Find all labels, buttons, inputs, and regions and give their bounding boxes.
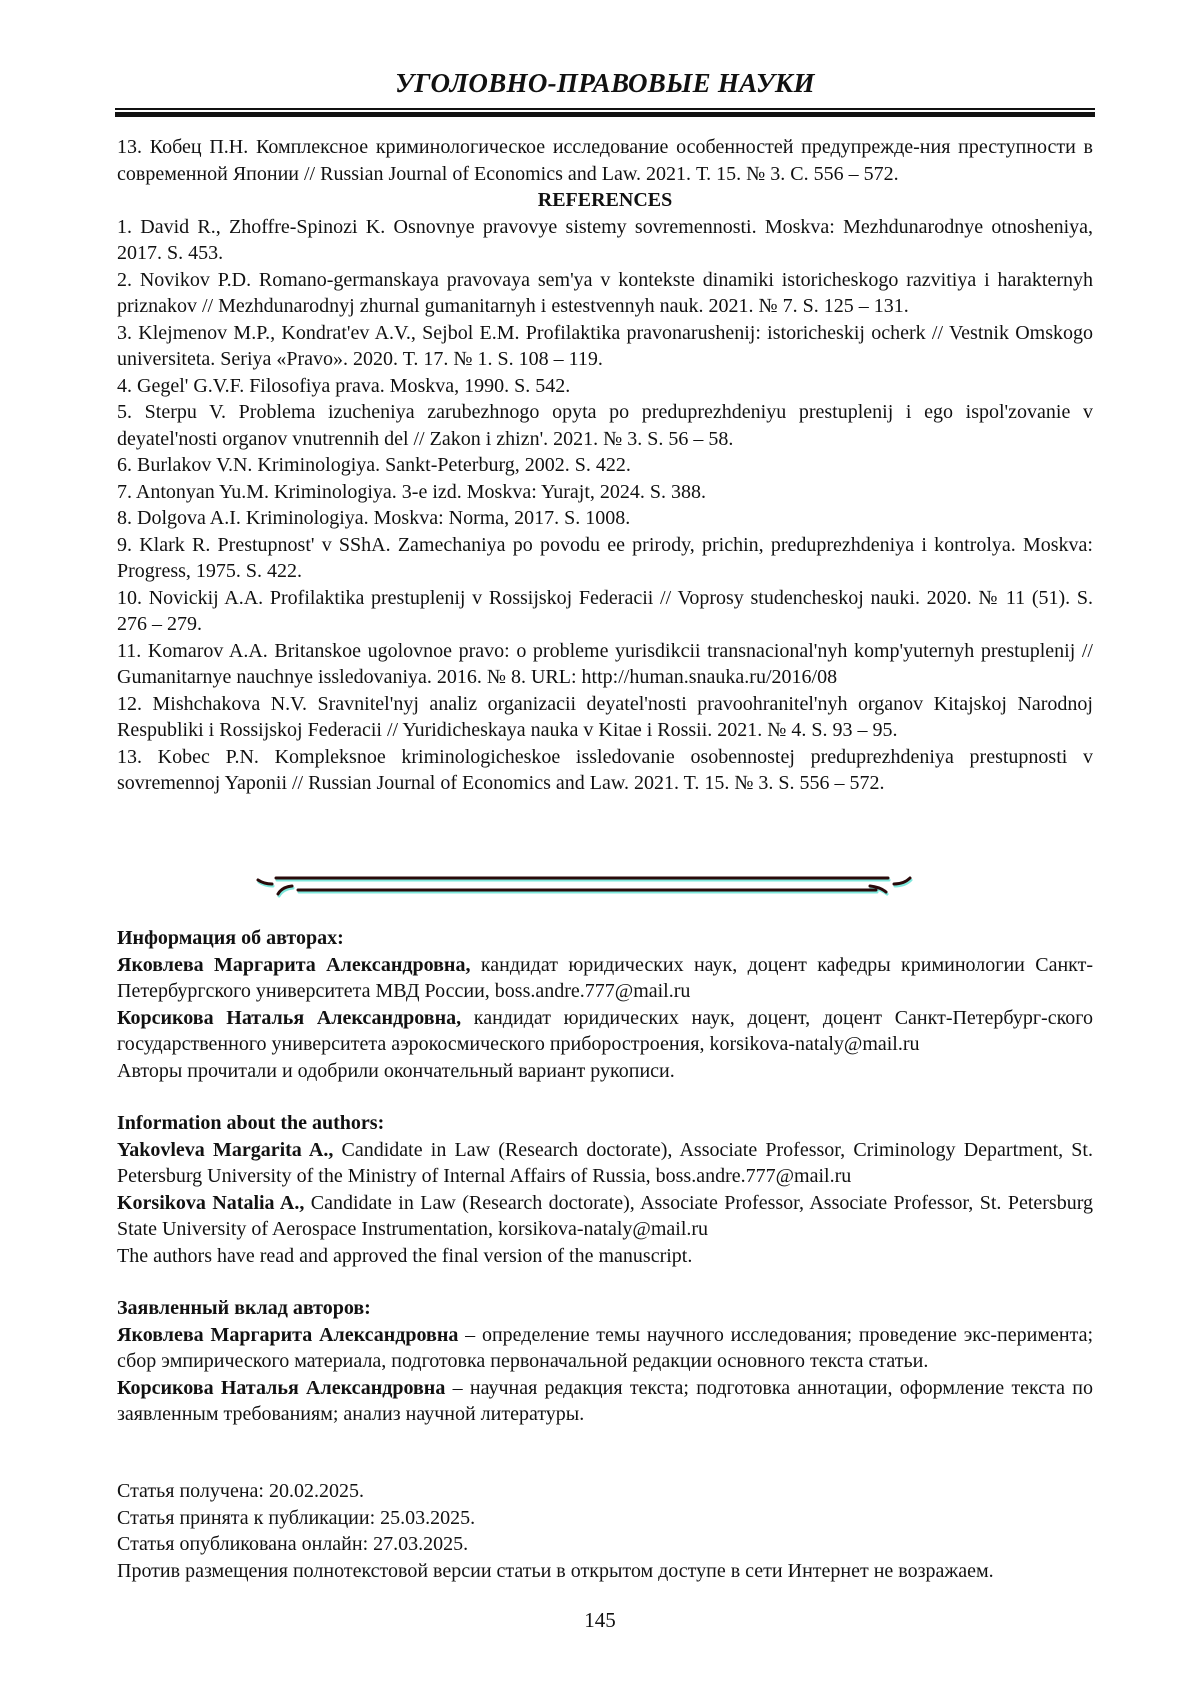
approval-ru: Авторы прочитали и одобрили окончательный вариант рукописи. [117, 1058, 1093, 1085]
date-published: Статья опубликована онлайн: 27.03.2025. [117, 1531, 1093, 1558]
reference-item: 4. Gegel' G.V.F. Filosofiya prava. Moskva, 1990. S. 542. [117, 373, 1093, 400]
author-name: Yakovleva Margarita A., [117, 1139, 333, 1161]
reference-item: 13. Kobec P.N. Kompleksnoe kriminologicheskoe issledovanie osobennostej preduprezhdeniya prestupnosti v sovremennoj Yaponii // Russian Journal of Economics and Law. 2021. T. 15. № 3. S. 556 – 572. [117, 744, 1093, 797]
contribution-heading: Заявленный вклад авторов: [117, 1295, 1093, 1322]
author-details: Candidate in Law (Research doctorate), Associate Professor, Criminology Department, St. Petersburg University of the Ministry of Internal Affairs of Russia, boss.andre.777@mail.ru [117, 1139, 1093, 1188]
reference-item: 1. David R., Zhoffre-Spinozi K. Osnovnye pravovye sistemy sovremennosti. Moskva: Mezhdunarodnye otnosheniya, 2017. S. 453. [117, 214, 1093, 267]
author-2-en [117, 1190, 1093, 1243]
contribution-details: – научная редакция текста; подготовка аннотации, оформление текста по заявленным требованиям; анализ научной литературы. [117, 1377, 1093, 1426]
reference-item: 11. Komarov A.A. Britanskoe ugolovnoe pravo: o probleme yurisdikcii transnacional'nyh komp'yuternyh prestuplenij // Gumanitarnye nauchnye issledovaniya. 2016. № 8. URL: http://human.snauka.ru/2016/08 [117, 638, 1093, 691]
author-details: кандидат юридических наук, доцент кафедры криминологии Санкт-Петербургского университета МВД России, boss.andre.777@mail.ru [117, 954, 1093, 1003]
author-contribution [117, 1295, 1093, 1428]
author-name: Корсикова Наталья Александровна [117, 1377, 445, 1399]
authors-info-ru [117, 925, 1093, 1084]
contribution-2 [117, 1375, 1093, 1428]
author-name: Яковлева Маргарита Александровна, [117, 954, 470, 976]
reference-item: 9. Klark R. Prestupnost' v SShA. Zamechaniya po povodu ee prirody, prichin, preduprezhdeniya i kontrolya. Moskva: Progress, 1975. S. 422. [117, 532, 1093, 585]
section-title: УГОЛОВНО-ПРАВОВЫЕ НАУКИ [117, 68, 1093, 99]
reference-item: 8. Dolgova A.I. Kriminologiya. Moskva: Norma, 2017. S. 1008. [117, 505, 1093, 532]
ornamental-divider [250, 868, 960, 898]
date-received: Статья получена: 20.02.2025. [117, 1478, 1093, 1505]
approval-en: The authors have read and approved the final version of the manuscript. [117, 1243, 1093, 1270]
references-block [117, 134, 1093, 797]
author-1-en [117, 1137, 1093, 1190]
reference-item: 6. Burlakov V.N. Kriminologiya. Sankt-Peterburg, 2002. S. 422. [117, 452, 1093, 479]
references-heading: REFERENCES [117, 187, 1093, 214]
reference-item: 10. Novickij A.A. Profilaktika prestuplenij v Rossijskoj Federacii // Voprosy studencheskoj nauki. 2020. № 11 (51). S. 276 – 279. [117, 585, 1093, 638]
author-details: Candidate in Law (Research doctorate), Associate Professor, Associate Professor, St. Petersburg State University of Aerospace Instrumentation, korsikova-nataly@mail.ru [117, 1192, 1093, 1241]
reference-item: 3. Klejmenov M.P., Kondrat'ev A.V., Sejbol E.M. Profilaktika pravonarushenij: istoricheskij ocherk // Vestnik Omskogo universiteta. Seriya «Pravo». 2020. T. 17. № 1. S. 108 – 119. [117, 320, 1093, 373]
contribution-details: – определение темы научного исследования; проведение экс-перимента; сбор эмпирического материала, подготовка первоначальной редакции основного текста статьи. [117, 1324, 1093, 1373]
authors-en-heading: Information about the authors: [117, 1110, 1093, 1137]
contribution-1 [117, 1322, 1093, 1375]
reference-item: 2. Novikov P.D. Romano-germanskaya pravovaya sem'ya v kontekste dinamiki istoricheskogo razvitiya i harakternyh priznakov // Mezhdunarodnyj zhurnal gumanitarnyh i estestvennyh nauk. 2021. № 7. S. 125 – 131. [117, 267, 1093, 320]
authors-ru-heading: Информация об авторах: [117, 925, 1093, 952]
author-1-ru [117, 952, 1093, 1005]
author-name: Корсикова Наталья Александровна, [117, 1007, 461, 1029]
author-2-ru [117, 1005, 1093, 1058]
reference-item: 5. Sterpu V. Problema izucheniya zarubezhnogo opyta po preduprezhdeniyu prestuplenij i ego ispol'zovanie v deyatel'nosti organov vnutrennih del // Zakon i zhizn'. 2021. № 3. S. 56 – 58. [117, 399, 1093, 452]
date-accepted: Статья принята к публикации: 25.03.2025. [117, 1505, 1093, 1532]
header-rule-thin [115, 108, 1095, 110]
references-list [117, 214, 1093, 797]
open-access-note: Против размещения полнотекстовой версии статьи в открытом доступе в сети Интернет не возражаем. [117, 1558, 1093, 1585]
author-details: кандидат юридических наук, доцент, доцент Санкт-Петербург-ского государственного университета аэрокосмического приборостроения, korsikova-nataly@mail.ru [117, 1007, 1093, 1056]
article-dates [117, 1478, 1093, 1584]
tail-reference: 13. Кобец П.Н. Комплексное криминологическое исследование особенностей предупрежде-ния преступности в современной Японии // Russian Journal of Economics and Law. 2021. Т. 15. № 3. С. 556 – 572. [117, 134, 1093, 187]
author-name: Korsikova Natalia A., [117, 1192, 304, 1214]
header-rule-thick [115, 112, 1095, 117]
reference-item: 7. Antonyan Yu.M. Kriminologiya. 3-e izd. Moskva: Yurajt, 2024. S. 388. [117, 479, 1093, 506]
reference-item: 12. Mishchakova N.V. Sravnitel'nyj analiz organizacii deyatel'nosti pravoohranitel'nyh organov Kitajskoj Narodnoj Respubliki i Rossijskoj Federacii // Yuridicheskaya nauka v Kitae i Rossii. 2021. № 4. S. 93 – 95. [117, 691, 1093, 744]
author-name: Яковлева Маргарита Александровна [117, 1324, 458, 1346]
page-number: 145 [0, 1608, 1200, 1633]
authors-info-en [117, 1110, 1093, 1269]
